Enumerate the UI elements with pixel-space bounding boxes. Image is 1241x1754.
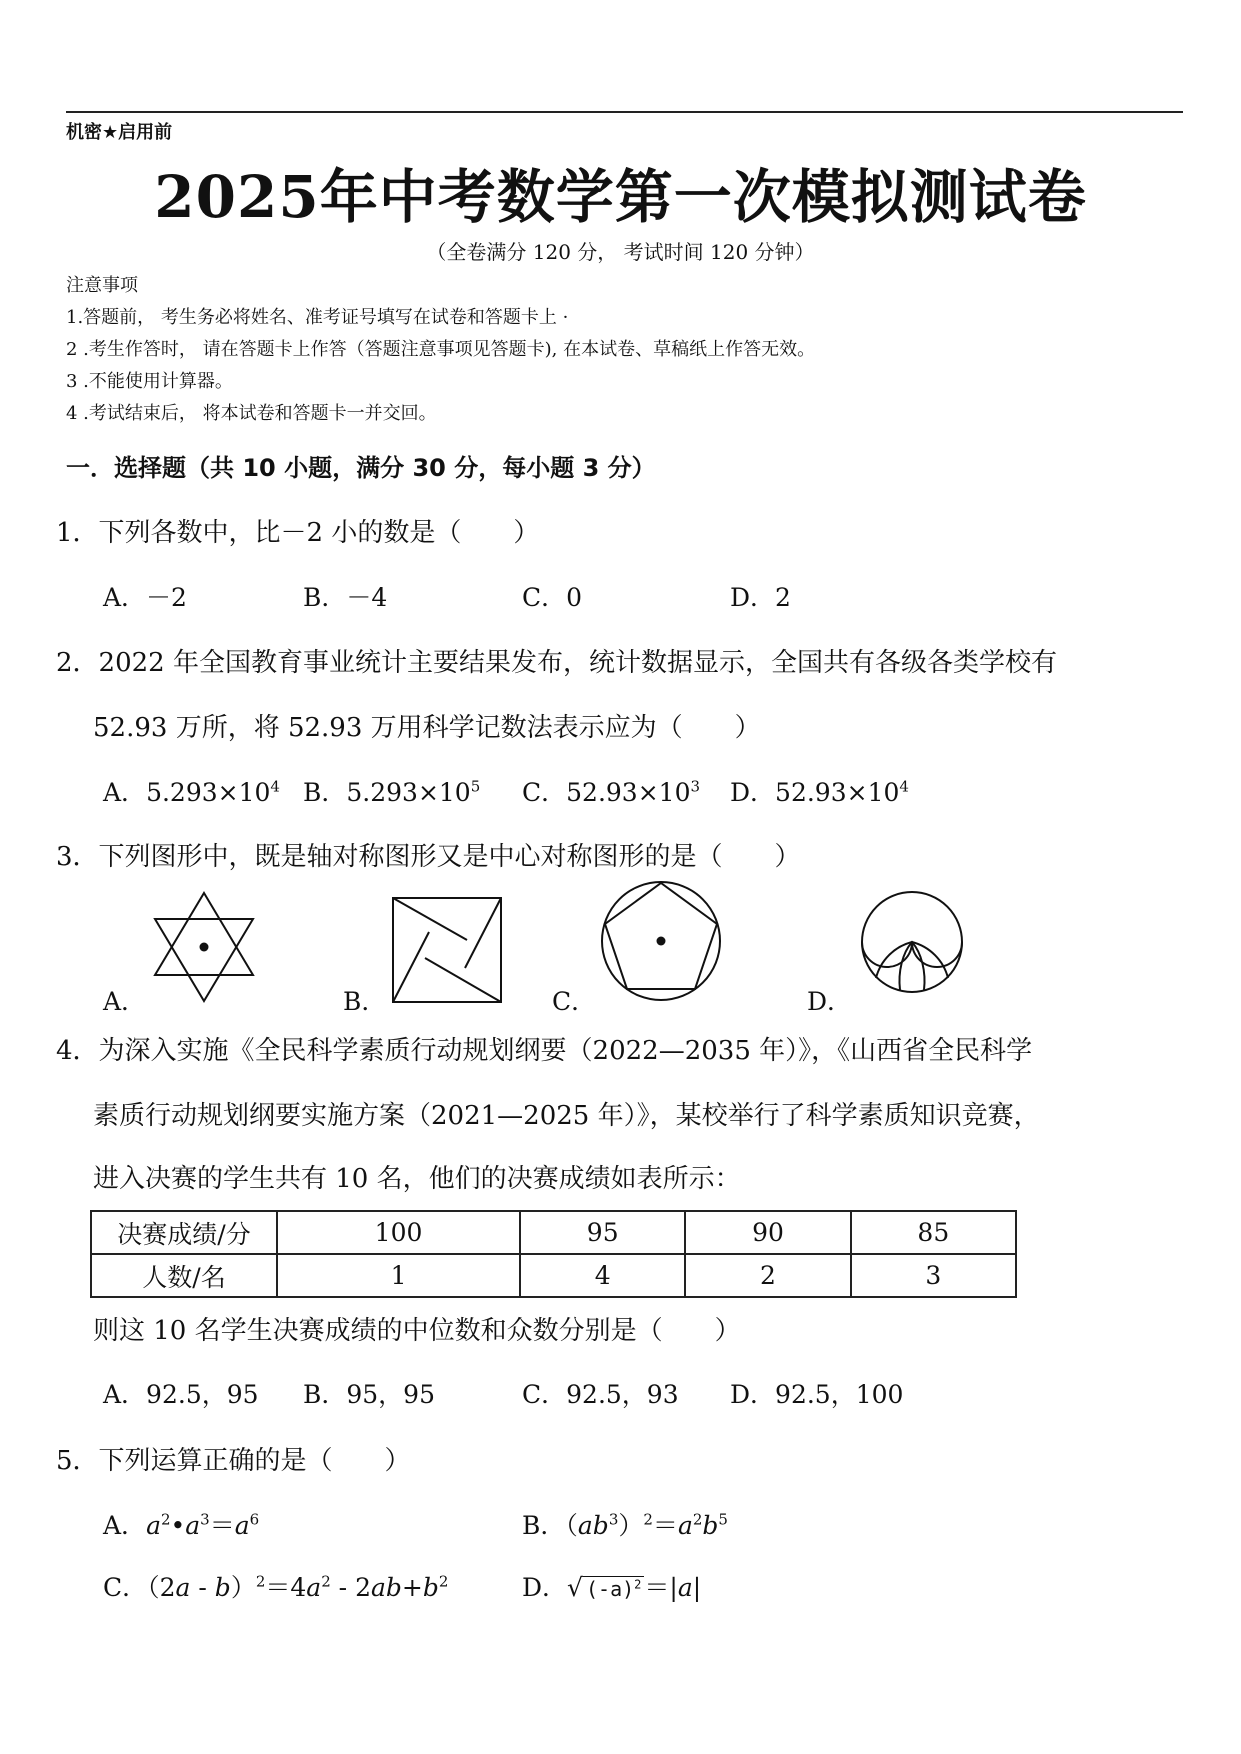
q5-option-a: A．$a^2•a^3=a^6$ — [103, 1510, 260, 1540]
table-cell: 100 — [277, 1211, 520, 1254]
q1-option-a: A．－2 — [103, 583, 187, 612]
q3-label-a: A． — [103, 987, 147, 1016]
q1-option-c: C．0 — [522, 583, 583, 612]
note-item: 3 .不能使用计算器。 — [66, 371, 233, 392]
q4-option-d: D．92.5，100 — [730, 1380, 904, 1409]
q2-option-c: C．$52.93\times 10^3$ — [522, 777, 701, 807]
score-table — [90, 1210, 1017, 1298]
q5-option-b: B．$(ab^3)^2=a^2b^5$ — [522, 1510, 728, 1540]
sqrt-expression: √ $(-a)^2$ — [567, 1573, 644, 1602]
question-4-stem-line1: 4．为深入实施《全民科学素质行动规划纲要（2022—2035 年）》，《山西省全民科学 — [56, 1036, 1033, 1066]
q1-option-b: B．－4 — [303, 583, 388, 612]
page-subtitle: （全卷满分 120 分， 考试时间 120 分钟） — [426, 240, 815, 264]
q2-option-d: D．$52.93\times 10^4$ — [730, 777, 909, 807]
q5-option-d: D．√ $(-a)^2 =|a|$ — [522, 1573, 702, 1602]
question-1-stem: 1．下列各数中，比－2 小的数是（ ） — [56, 518, 540, 548]
q2-option-a: A．$5.293\times 10^4$ — [103, 777, 280, 807]
table-cell: 95 — [520, 1211, 685, 1254]
table-row — [91, 1254, 1016, 1297]
section-heading: 一．选择题（共 10 小题，满分 30 分，每小题 3 分） — [66, 454, 656, 482]
note-item: 2 .考生作答时， 请在答题卡上作答（答题注意事项见答题卡), 在本试卷、草稿纸上作答无效。 — [66, 339, 816, 360]
page-title: 2025年中考数学第一次模拟测试卷 — [154, 163, 1087, 231]
q4-option-a: A．92.5，95 — [103, 1380, 259, 1409]
question-5-stem: 5．下列运算正确的是（ ） — [56, 1446, 411, 1476]
question-4-stem-line3: 进入决赛的学生共有 10 名，他们的决赛成绩如表所示： — [93, 1164, 741, 1194]
table-cell: 决赛成绩/分 — [91, 1211, 277, 1254]
table-row — [91, 1211, 1016, 1254]
question-4-stem-after: 则这 10 名学生决赛成绩的中位数和众数分别是（ ） — [93, 1316, 741, 1346]
table-cell: 85 — [851, 1211, 1016, 1254]
q3-label-b: B． — [343, 987, 387, 1016]
q2-option-b: B．$5.293\times 10^5$ — [303, 777, 481, 807]
table-cell: 4 — [520, 1254, 685, 1297]
q4-option-b: B．95，95 — [303, 1380, 435, 1409]
q4-option-c: C．92.5，93 — [522, 1380, 679, 1409]
q3-label-d: D． — [807, 987, 853, 1016]
q3-label-c: C． — [552, 987, 597, 1016]
trefoil-circle-figure — [860, 890, 964, 994]
q5-option-c: C．$(2a - b)^2=4a^2 - 2ab+b^2$ — [103, 1572, 449, 1602]
table-cell: 90 — [685, 1211, 850, 1254]
table-cell: 3 — [851, 1254, 1016, 1297]
table-cell: 2 — [685, 1254, 850, 1297]
circle-pentagon-figure — [600, 880, 722, 1002]
question-3-stem: 3．下列图形中，既是轴对称图形又是中心对称图形的是（ ） — [56, 842, 801, 872]
table-cell: 1 — [277, 1254, 520, 1297]
question-2-stem-line1: 2．2022 年全国教育事业统计主要结果发布，统计数据显示，全国共有各级各类学校有 — [56, 648, 1057, 678]
question-2-stem-line2: 52.93 万所，将 52.93 万用科学记数法表示应为（ ） — [93, 713, 761, 743]
top-rule — [66, 111, 1183, 113]
note-item: 4 .考试结束后， 将本试卷和答题卡一并交回。 — [66, 403, 437, 424]
secret-label: 机密★启用前 — [66, 122, 173, 143]
pinwheel-square-figure — [391, 896, 503, 1004]
question-4-stem-line2: 素质行动规划纲要实施方案（2021—2025 年）》，某校举行了科学素质知识竞赛， — [93, 1101, 1040, 1131]
notes-heading: 注意事项 — [66, 275, 138, 296]
star-of-david-figure — [152, 891, 256, 1003]
note-item: 1.答题前， 考生务必将姓名、准考证号填写在试卷和答题卡上 · — [66, 307, 569, 328]
table-cell: 人数/名 — [91, 1254, 277, 1297]
q1-option-d: D．2 — [730, 583, 791, 612]
